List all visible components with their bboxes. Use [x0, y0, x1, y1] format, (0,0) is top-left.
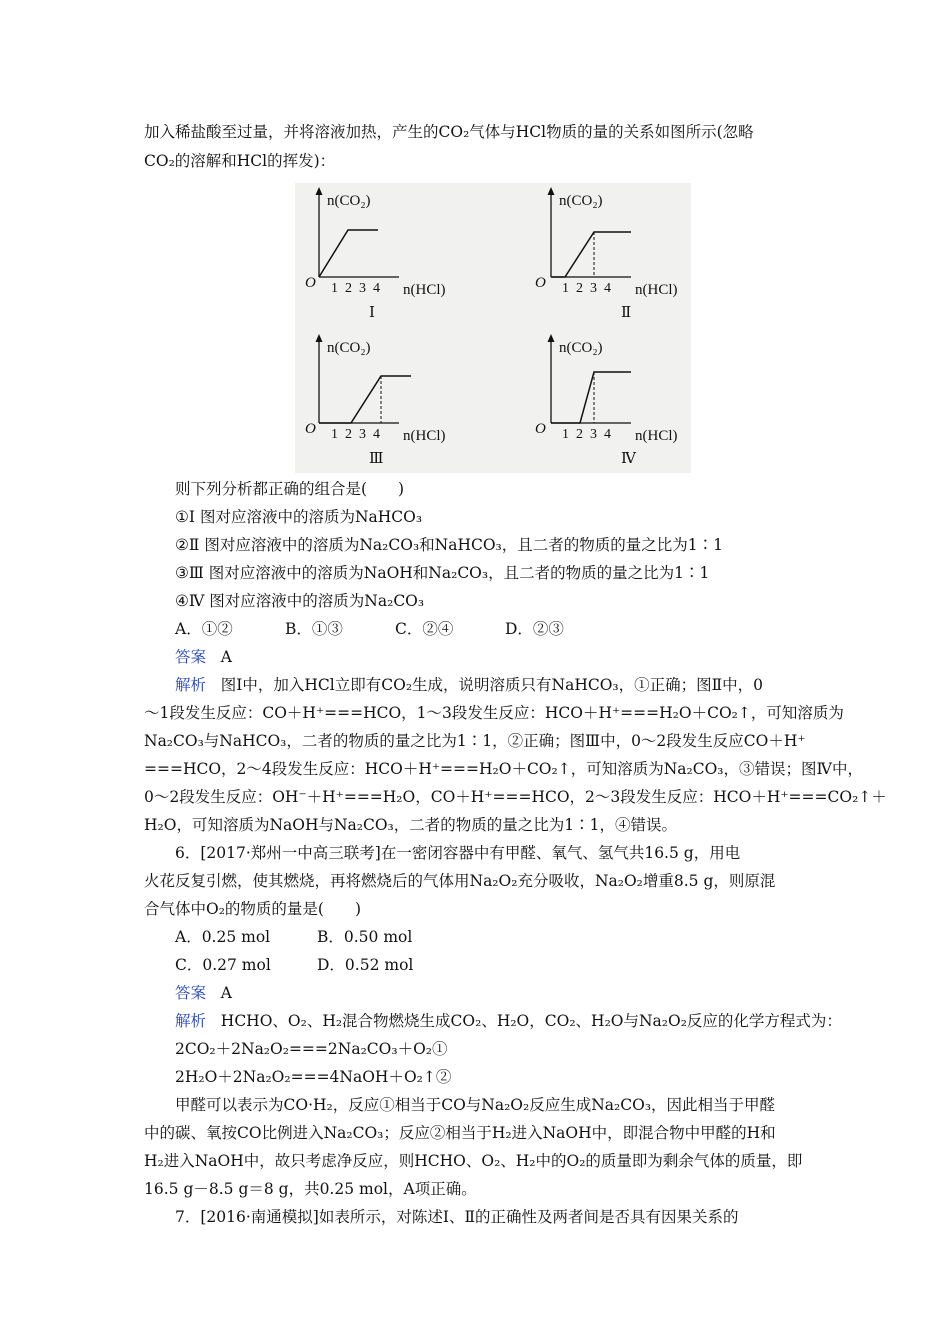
graph-1 — [305, 187, 446, 321]
graph-2 — [535, 187, 678, 321]
q5-analysis-line-3: Na₂CO₃与NaHCO₃，二者的物质的量之比为1∶1，②正确；图Ⅲ中，0～2段发生反应CO＋H⁺ — [144, 732, 806, 750]
graph-3-tick-2: 2 — [345, 427, 352, 442]
q6-option-b: B．0.50 mol — [317, 928, 413, 946]
q7-stem: 7．[2016·南通模拟]如表所示，对陈述Ⅰ、Ⅱ的正确性及两者间是否具有因果关系的 — [175, 1208, 739, 1226]
graph-3-tick-4: 4 — [373, 427, 380, 442]
q6-answer — [175, 982, 232, 1004]
q6-stem-line-2: 火花反复引燃，使其燃烧，再将燃烧后的气体用Na₂O₂充分吸收，Na₂O₂增重8.5 g，则原混 — [144, 872, 776, 890]
q6-analysis-text-1: HCHO、O₂、H₂混合物燃烧生成CO₂、H₂O，CO₂、H₂O与Na₂O₂反应的化学方程式为： — [220, 1012, 842, 1030]
graph-4-tick-3: 3 — [590, 427, 597, 442]
q5-analysis-line-2: ～1段发生反应：CO＋H⁺===HCO，1～3段发生反应：HCO＋H⁺===H₂O＋CO₂↑，可知溶质为 — [144, 704, 844, 722]
graph-1-tick-2: 2 — [345, 281, 352, 296]
graph-4-tick-4: 4 — [604, 427, 611, 442]
graph-4-x-label: n(HCl) — [635, 428, 678, 444]
q6-answer-value: A — [220, 984, 232, 1002]
graph-2-tick-4: 4 — [604, 281, 611, 296]
graph-4 — [535, 334, 678, 467]
graph-2-tick-3: 3 — [590, 281, 597, 296]
graph-1-y-arrow — [316, 187, 323, 195]
graph-1-caption: Ⅰ — [369, 305, 375, 321]
graph-2-caption: Ⅱ — [621, 305, 632, 321]
graph-1-tick-3: 3 — [359, 281, 366, 296]
graph-4-y-arrow — [548, 334, 555, 342]
q5-statement-1: ①Ⅰ 图对应溶液中的溶质为NaHCO₃ — [175, 508, 423, 526]
graph-4-tick-2: 2 — [576, 427, 583, 442]
intro-line-1: 加入稀盐酸至过量，并将溶液加热，产生的CO₂气体与HCl物质的量的关系如图所示(忽略 — [144, 123, 754, 141]
graph-2-y-arrow — [548, 187, 555, 195]
q6-analysis-line-4: H₂进入NaOH中，故只考虑净反应，则HCHO、O₂、H₂中的O₂的质量即为剩余气体的质量，即 — [144, 1152, 803, 1170]
q6-answer-label: 答案 — [175, 984, 207, 1002]
q6-option-c: C．0.27 mol — [175, 956, 271, 974]
graph-3-x-label: n(HCl) — [403, 428, 446, 444]
graph-4-caption: Ⅳ — [621, 451, 636, 467]
q5-analysis-line-1 — [175, 674, 763, 696]
q6-stem-line-1: 6．[2017·郑州一中高三联考]在一密闭容器中有甲醛、氧气、氢气共16.5 g，用电 — [175, 844, 741, 862]
q6-analysis-label: 解析 — [175, 1012, 207, 1030]
graph-2-tick-1: 1 — [562, 281, 569, 296]
q5-answer-label: 答案 — [175, 648, 207, 666]
graph-3-caption: Ⅲ — [369, 451, 384, 467]
q5-stem: 则下列分析都正确的组合是( ) — [175, 480, 405, 498]
q5-analysis-line-4: ===HCO，2～4段发生反应：HCO＋H⁺===H₂O＋CO₂↑，可知溶质为Na₂CO₃，③错误；图Ⅳ中， — [144, 760, 864, 778]
q5-option-b: B．①③ — [285, 620, 343, 638]
graph-1-curve — [319, 230, 378, 277]
q5-statement-3: ③Ⅲ 图对应溶液中的溶质为NaOH和Na₂CO₃，且二者的物质的量之比为1∶1 — [175, 564, 710, 582]
graph-4-curve — [551, 372, 631, 423]
graph-3-curve — [319, 376, 411, 423]
graph-1-y-label: n(CO₂) — [327, 193, 371, 209]
graph-2-y-label: n(CO₂) — [559, 193, 603, 209]
graph-4-origin: O — [535, 421, 546, 437]
graph-2-x-label: n(HCl) — [635, 282, 678, 298]
q6-analysis-line-5: 16.5 g－8.5 g＝8 g，共0.25 mol，A项正确。 — [144, 1180, 477, 1198]
q5-statement-4: ④Ⅳ 图对应溶液中的溶质为Na₂CO₃ — [175, 592, 425, 610]
graph-1-x-label: n(HCl) — [403, 282, 446, 298]
q5-answer — [175, 646, 232, 668]
q5-options — [175, 618, 564, 640]
q5-analysis-line-6: H₂O，可知溶质为NaOH与Na₂CO₃，二者的物质的量之比为1∶1，④错误。 — [144, 816, 677, 834]
graph-3-y-label: n(CO₂) — [327, 340, 371, 356]
graph-3-origin: O — [305, 421, 316, 437]
graph-1-origin: O — [305, 275, 316, 291]
q5-statement-2: ②Ⅱ 图对应溶液中的溶质为Na₂CO₃和NaHCO₃，且二者的物质的量之比为1∶1 — [175, 536, 723, 554]
q6-option-d: D．0.52 mol — [317, 956, 414, 974]
q6-options-row-2 — [175, 954, 413, 976]
q5-option-a: A．①② — [175, 620, 233, 638]
co2-hcl-graphs-figure — [295, 183, 691, 473]
graph-2-origin: O — [535, 275, 546, 291]
graph-4-tick-1: 1 — [562, 427, 569, 442]
graph-2-curve — [551, 232, 631, 277]
q6-options-row-1 — [175, 926, 412, 948]
graph-3 — [305, 334, 446, 467]
q5-analysis-label: 解析 — [175, 676, 207, 694]
q5-analysis-text-1: 图Ⅰ中，加入HCl立即有CO₂生成，说明溶质只有NaHCO₃，①正确；图Ⅱ中，0 — [220, 676, 764, 694]
graph-4-y-label: n(CO₂) — [559, 340, 603, 356]
q6-stem-line-3: 合气体中O₂的物质的量是( ) — [144, 900, 362, 918]
graphs-svg — [295, 183, 691, 473]
graph-3-tick-1: 1 — [331, 427, 338, 442]
q6-analysis-line-2: 甲醛可以表示为CO·H₂，反应①相当于CO与Na₂O₂反应生成Na₂CO₃，因此相当于甲醛 — [175, 1096, 776, 1114]
q6-option-a: A．0.25 mol — [175, 928, 271, 946]
q6-equation-1: 2CO₂＋2Na₂O₂===2Na₂CO₃＋O₂① — [175, 1040, 448, 1058]
q5-option-d: D．②③ — [505, 620, 564, 638]
graph-3-y-arrow — [316, 334, 323, 342]
q6-analysis-line-3: 中的碳、氧按CO比例进入Na₂CO₃；反应②相当于H₂进入NaOH中，即混合物中甲醛的H和 — [144, 1124, 776, 1142]
intro-line-2: CO₂的溶解和HCl的挥发)： — [144, 152, 336, 170]
q5-analysis-line-5: 0～2段发生反应：OH⁻＋H⁺===H₂O，CO＋H⁺===HCO，2～3段发生反应：HCO＋H⁺===CO₂↑＋ — [144, 788, 887, 806]
q5-answer-value: A — [220, 648, 232, 666]
q5-option-c: C．②④ — [395, 620, 454, 638]
q6-analysis-line-1 — [175, 1010, 842, 1032]
graph-2-tick-2: 2 — [576, 281, 583, 296]
graph-3-tick-3: 3 — [359, 427, 366, 442]
q6-equation-2: 2H₂O＋2Na₂O₂===4NaOH＋O₂↑② — [175, 1068, 452, 1086]
graph-1-tick-4: 4 — [373, 281, 380, 296]
graph-1-tick-1: 1 — [331, 281, 338, 296]
